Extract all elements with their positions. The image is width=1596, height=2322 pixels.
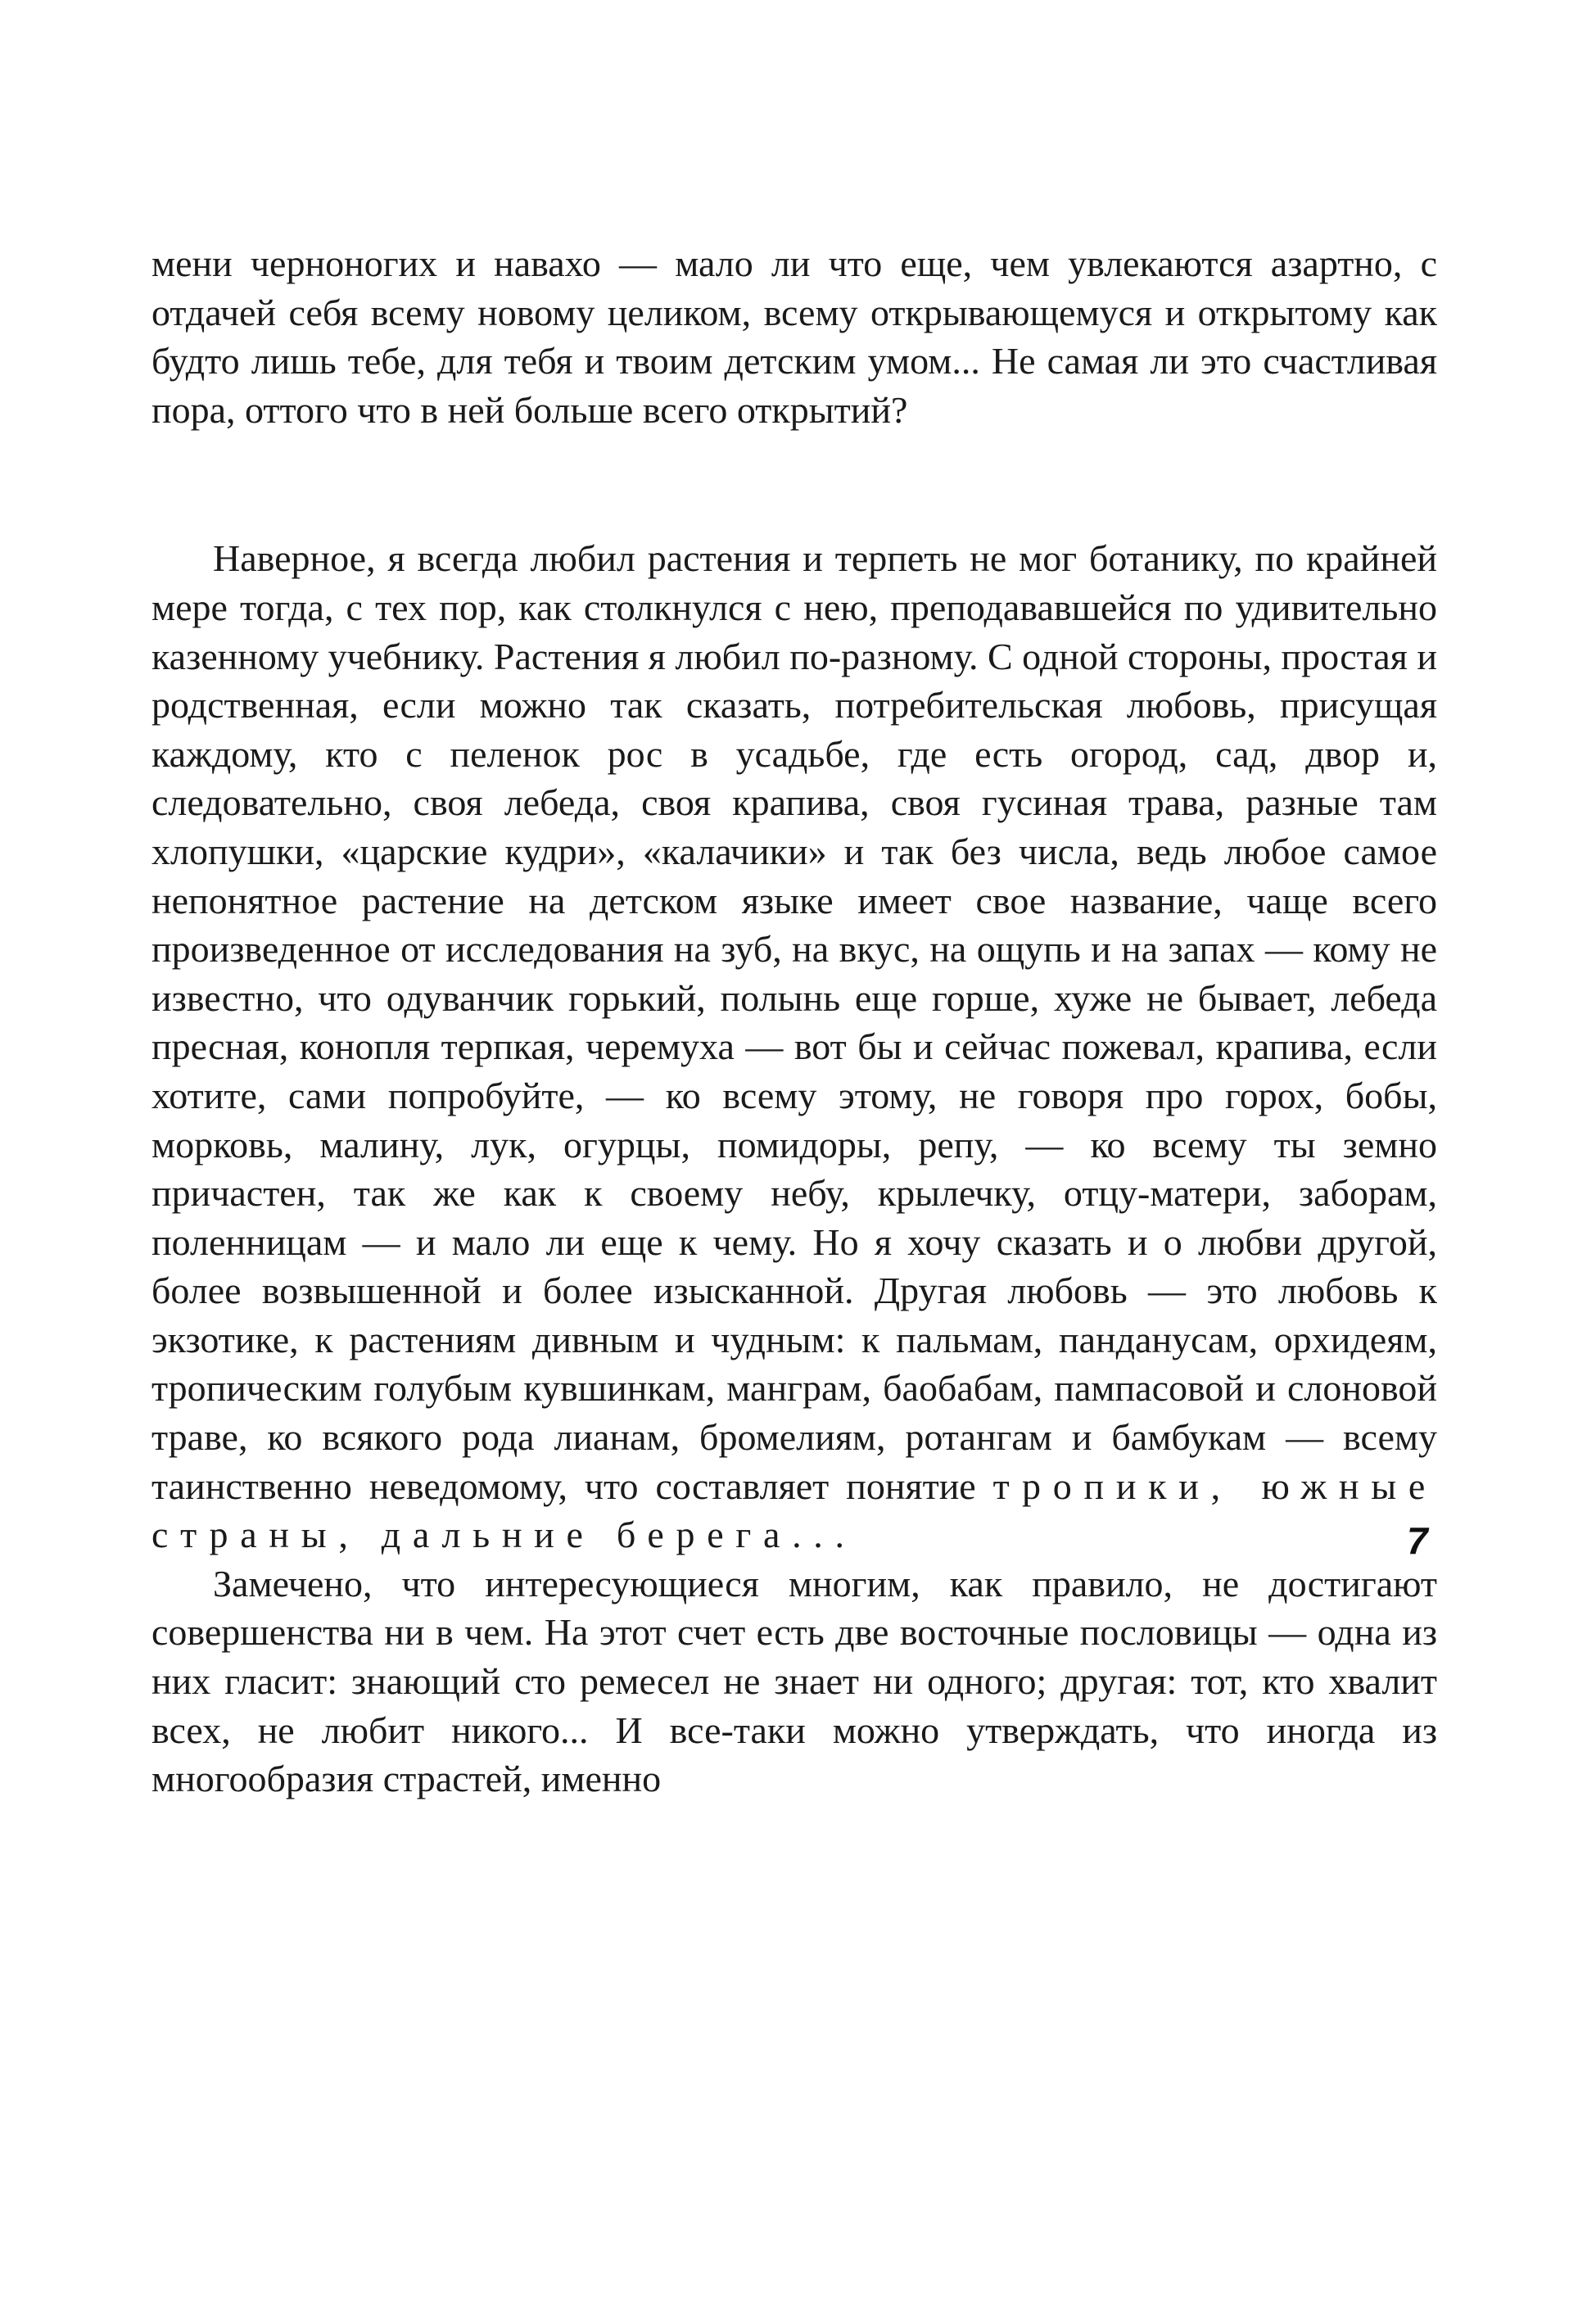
paragraph-2 (151, 534, 1437, 1562)
paragraph-2-spaced-text: тропики, южные страны, дальние берега... (151, 1464, 1437, 1556)
paragraph-1: мени черноногих и навахо — мало ли что еще, чем увлекаются азартно, с отдачей себя всему новому целиком, всему открывающемуся и открытому как будто лишь тебе, для тебя и твоим детским умом... Не самая ли это счастливая пора, оттого что в ней больше всего открытий? (151, 242, 1437, 431)
paragraph-3: Замечено, что интересующиеся многим, как правило, не достигают совершенства ни в чем. На этот счет есть две восточные пословицы — одна из них гласит: знающий сто ремесел не знает ни одного; другая: тот, кто хвалит всех, не любит никого... И все-таки можно утверждать, что иногда из многообразия страстей, именно (151, 1562, 1437, 1800)
paragraph-2-text: Наверное, я всегда любил растения и терпеть не мог ботанику, по крайней мере тогда, с тех пор, как столкнулся с нею, преподававшейся по удивительно казенному учебнику. Растения я любил по-разному. С одной стороны, простая и родственная, если можно так сказать, потребительская любовь, присущая каждому, кто с пеленок рос в усадьбе, где есть огород, сад, двор и, следовательно, своя лебеда, своя крапива, своя гусиная трава, разные там хлопушки, «царские кудри», «калачики» и так без числа, ведь любое самое непонятное растение на детском языке имеет свое название, чаще всего произведенное от исследования на зуб, на вкус, на ощупь и на запах — кому не известно, что одуванчик горький, полынь еще горше, хуже не бывает, лебеда пресная, конопля терпкая, черемуха — вот бы и сейчас пожевал, крапива, если хотите, сами попробуйте, — ко всему этому, не говоря про горох, бобы, морковь, малину, лук, огурцы, помидоры, репу, — ко всему ты земно причастен, так же как к своему небу, крылечку, отцу-матери, заборам, поленницам — и мало ли еще к чему. Но я хочу сказать и о любви другой, более возвышенной и более изысканной. Другая любовь — это любовь к экзотике, к растениям дивным и чудным: к пальмам, панданусам, орхидеям, тропическим голубым кувшинкам, манграм, баобабам, пампасовой и слоновой траве, ко всякого рода лианам, бромелиям, ротангам и бамбукам — всему таинственно неведомому, что составляет понятие (151, 537, 1437, 1507)
page-text (151, 239, 1437, 1804)
paragraph-gap (151, 434, 1437, 534)
page-number: 7 (1407, 1519, 1428, 1562)
